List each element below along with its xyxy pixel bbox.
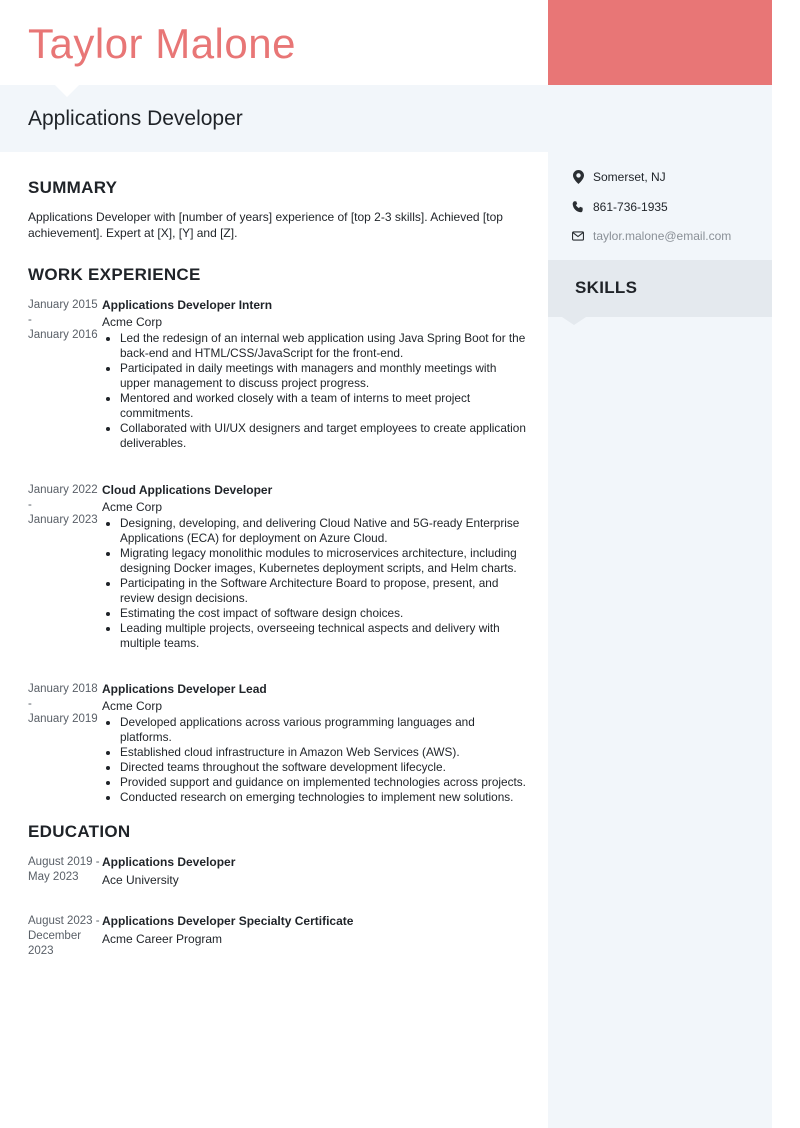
list-item: • Migrating legacy monolithic modules to microservices architecture, including designing Docker images, Kubernetes deployment scripts, and Helm charts. [120, 546, 526, 576]
degree: Applications Developer Specialty Certificate [102, 914, 354, 928]
skills-notch [562, 317, 586, 325]
experience-dates [28, 298, 102, 343]
end-date: May 2023 [28, 871, 79, 883]
experience-dates [28, 682, 102, 727]
education-heading: EDUCATION [28, 822, 131, 841]
phone-text: 861-736-1935 [593, 200, 668, 214]
envelope-icon [572, 229, 584, 243]
list-item: • Established cloud infrastructure in Amazon Web Services (AWS). [120, 745, 526, 760]
list-item: • Conducted research on emerging technologies to implement new solutions. [120, 790, 526, 805]
list-item: • Directed teams throughout the software development lifecycle. [120, 760, 526, 775]
institution: Acme Career Program [102, 932, 223, 946]
employer: Acme Corp [102, 500, 163, 514]
institution: Ace University [102, 873, 179, 887]
start-date: January 2015 [28, 299, 98, 311]
summary-text: Applications Developer with [number of years] experience of [top 2-3 skills]. Achieved [top achievement]. Expert at [X], [Y] and [Z]. [28, 210, 503, 240]
end-date: December 2023 [28, 930, 82, 957]
work-experience-heading: WORK EXPERIENCE [28, 265, 201, 284]
responsibility-list [102, 715, 526, 805]
email-text[interactable]: taylor.malone@email.com [593, 229, 732, 243]
employer: Acme Corp [102, 699, 163, 713]
job-title: Applications Developer [28, 107, 243, 130]
job-role: Applications Developer Lead [102, 682, 267, 696]
list-item: • Collaborated with UI/UX designers and target employees to create application deliverables. [120, 421, 526, 451]
end-date: January 2016 [28, 329, 98, 341]
date-separator: - [28, 698, 32, 710]
list-item: • Designing, developing, and delivering Cloud Native and 5G-ready Enterprise Applications (ECA) for deployment on Azure Cloud. [120, 516, 526, 546]
experience-dates [28, 483, 102, 528]
list-item: • Developed applications across various programming languages and platforms. [120, 715, 526, 745]
contact-email[interactable] [572, 229, 731, 243]
list-item: • Provided support and guidance on implemented technologies across projects. [120, 775, 526, 790]
date-separator: - [28, 314, 32, 326]
contact-location [572, 170, 666, 184]
education-dates [28, 855, 108, 885]
title-notch [55, 85, 79, 97]
phone-icon [572, 200, 584, 214]
list-item: • Mentored and worked closely with a team of interns to meet project commitments. [120, 391, 526, 421]
job-role: Cloud Applications Developer [102, 483, 273, 497]
contact-phone [572, 200, 668, 214]
end-date: January 2019 [28, 713, 98, 725]
start-date: January 2018 [28, 683, 98, 695]
start-date: January 2022 [28, 484, 98, 496]
skills-heading: SKILLS [575, 278, 638, 297]
list-item: • Led the redesign of an internal web application using Java Spring Boot for the back-end and HTML/CSS/JavaScript for the front-end. [120, 331, 526, 361]
responsibility-list [102, 331, 526, 451]
date-separator: - [28, 499, 32, 511]
list-item: • Estimating the cost impact of software design choices. [120, 606, 526, 621]
list-item: • Leading multiple projects, overseeing technical aspects and delivery with multiple teams. [120, 621, 526, 651]
accent-block [548, 0, 772, 85]
start-date: August 2023 - [28, 915, 100, 927]
list-item: • Participated in daily meetings with managers and monthly meetings with upper management to discuss project progress. [120, 361, 526, 391]
employer: Acme Corp [102, 315, 163, 329]
list-item: • Participating in the Software Architecture Board to propose, present, and review design decisions. [120, 576, 526, 606]
start-date: August 2019 - [28, 856, 100, 868]
map-pin-icon [572, 170, 584, 184]
summary-heading: SUMMARY [28, 178, 118, 197]
job-role: Applications Developer Intern [102, 298, 273, 312]
education-dates [28, 914, 108, 959]
end-date: January 2023 [28, 514, 98, 526]
candidate-name: Taylor Malone [28, 20, 296, 67]
degree: Applications Developer [102, 855, 236, 869]
responsibility-list [102, 516, 526, 651]
location-text: Somerset, NJ [593, 170, 666, 184]
